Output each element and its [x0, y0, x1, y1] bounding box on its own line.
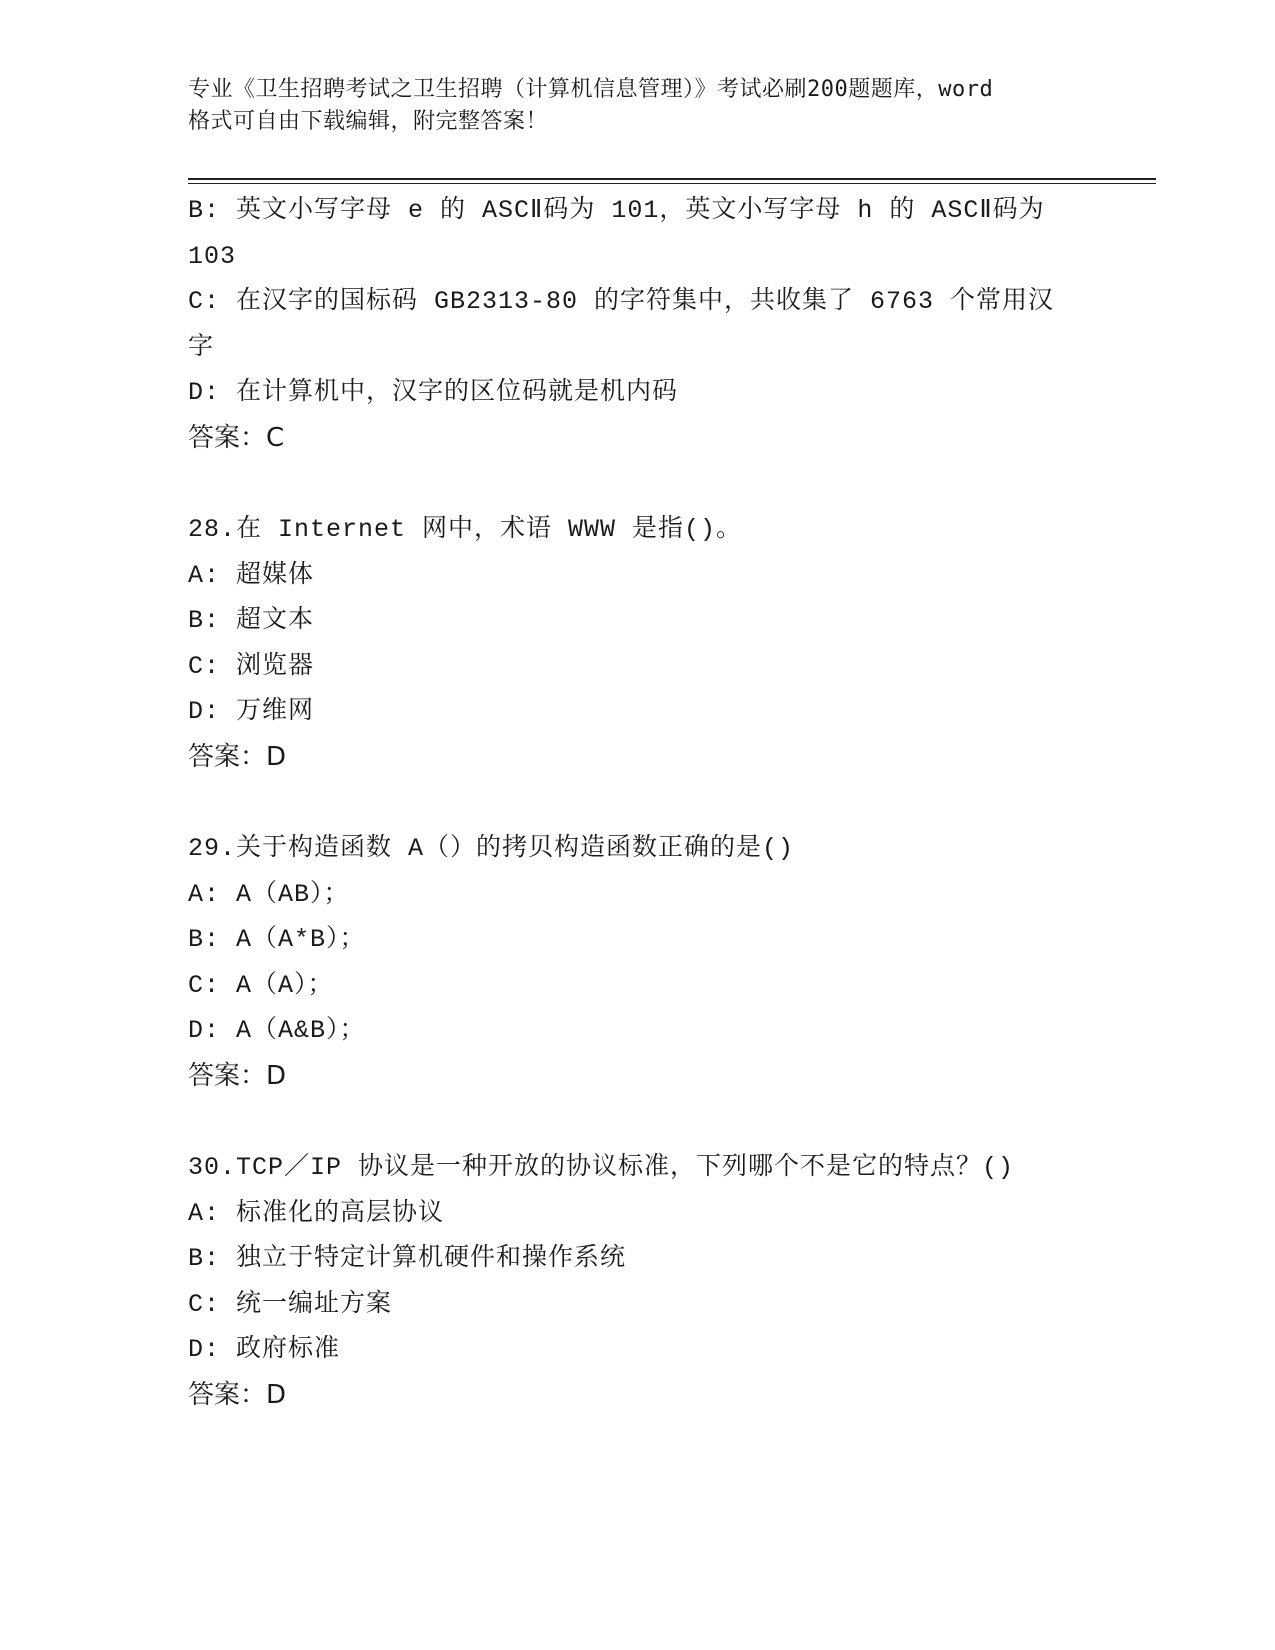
- option-b: B: A（A*B）；: [188, 925, 366, 954]
- option-b: B: 超文本: [188, 606, 315, 635]
- spacer: [188, 780, 1068, 826]
- option-c: C: 统一编址方案: [188, 1289, 393, 1319]
- option-d: D: 万维网: [188, 697, 315, 726]
- question-27-continued: [188, 188, 1068, 461]
- answer-label: 答案：D: [188, 1379, 287, 1410]
- option-c: C: 在汉字的国标码 GB2313-80 的字符集中，共收集了 6763 个常用汉: [188, 287, 1055, 316]
- document-header: [188, 74, 1098, 138]
- option-c: C: A（A）；: [188, 970, 334, 1000]
- spacer: [188, 1099, 1068, 1145]
- question-list: [188, 188, 1068, 1418]
- answer-label: 答案：D: [188, 1060, 287, 1091]
- header-title-line-1: 专业《卫生招聘考试之卫生招聘（计算机信息管理）》考试必刷200题题库，word: [188, 77, 994, 102]
- option-a: A: 超媒体: [188, 560, 315, 590]
- spacer: [188, 461, 1068, 507]
- option-b: B: 英文小写字母 e 的 ASCⅡ码为 101，英文小写字母 h 的 ASCⅡ码为: [188, 196, 1045, 225]
- option-a: A: 标准化的高层协议: [188, 1198, 445, 1228]
- option-b: B: 独立于特定计算机硬件和操作系统: [188, 1244, 627, 1273]
- answer-label: 答案：C: [188, 422, 285, 453]
- question-30: [188, 1145, 1068, 1418]
- question-29: [188, 826, 1068, 1099]
- option-d: D: 在计算机中，汉字的区位码就是机内码: [188, 378, 679, 407]
- option-a: A: A（AB）；: [188, 879, 350, 909]
- header-title-line-2: 格式可自由下载编辑，附完整答案！: [188, 109, 549, 134]
- question-text: 28.在 Internet 网中，术语 WWW 是指()。: [188, 515, 743, 544]
- question-28: [188, 507, 1068, 780]
- option-c-continued: 字: [188, 332, 215, 362]
- header-divider-thick: [188, 178, 1156, 180]
- option-d: D: A（A&B）；: [188, 1016, 366, 1045]
- question-text: 30.TCP／IP 协议是一种开放的协议标准，下列哪个不是它的特点？(): [188, 1153, 1015, 1182]
- answer-label: 答案：D: [188, 741, 287, 772]
- option-d: D: 政府标准: [188, 1335, 341, 1364]
- option-c: C: 浏览器: [188, 651, 315, 681]
- option-b-continued: 103: [188, 241, 237, 271]
- question-text: 29.关于构造函数 A（）的拷贝构造函数正确的是(): [188, 834, 795, 863]
- header-divider-thin: [188, 183, 1156, 184]
